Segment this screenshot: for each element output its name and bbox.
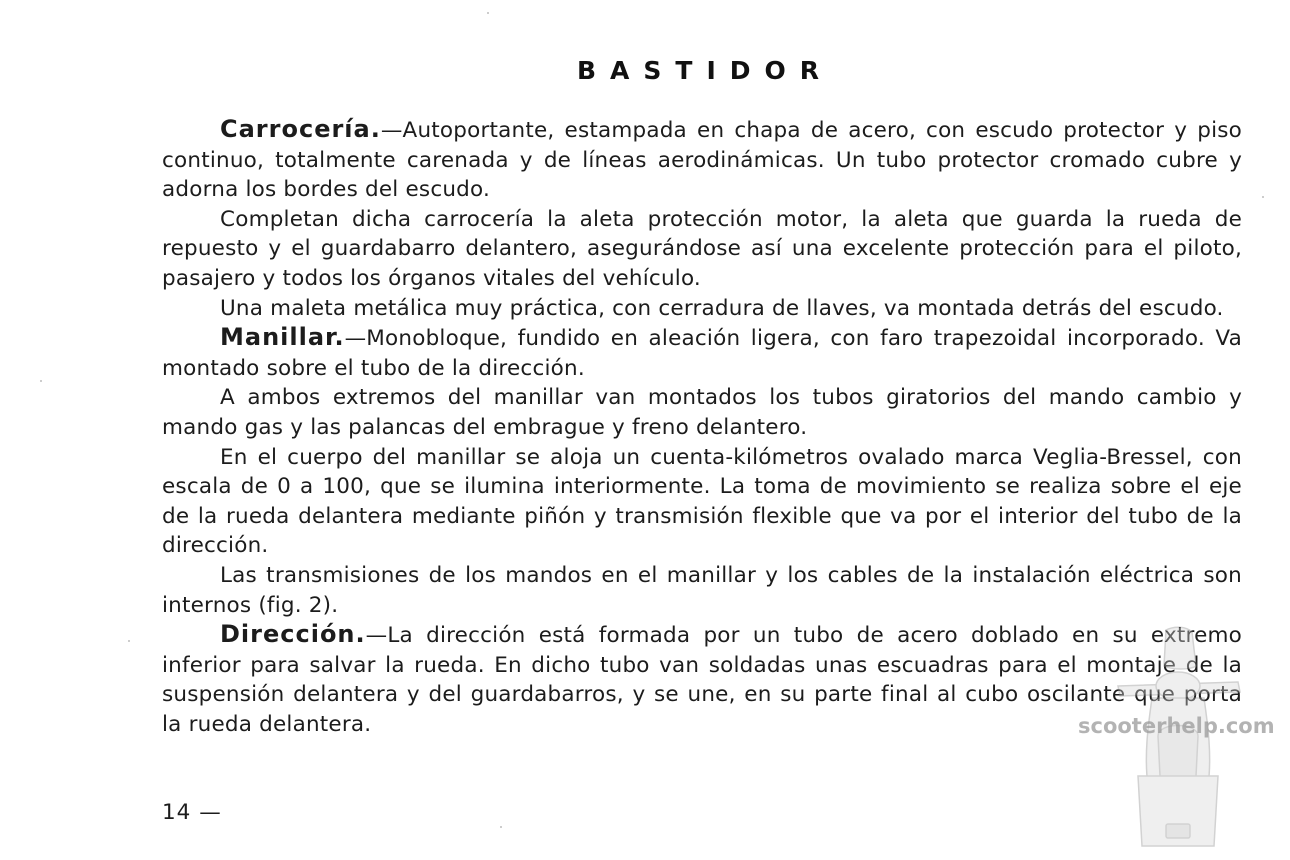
paragraph-carroceria xyxy=(162,115,1242,205)
page-number: 14 — xyxy=(162,800,222,825)
scooter-icon xyxy=(1078,626,1278,860)
paragraph-text: Las transmisiones de los mandos en el manillar y los cables de la instalación eléctrica son internos (fig. 2). xyxy=(162,562,1242,618)
scan-speck xyxy=(1262,196,1264,198)
paragraph xyxy=(162,561,1242,620)
paragraph-text: Completan dicha carrocería la aleta protección motor, la aleta que guarda la rueda de repuesto y el guardabarro delantero, asegurándose así una excelente protección para el piloto, pasajero y todos los órganos vitales del vehículo. xyxy=(162,206,1242,291)
scan-speck xyxy=(128,640,130,642)
paragraph xyxy=(162,383,1242,442)
scan-speck xyxy=(500,826,502,828)
paragraph-manillar xyxy=(162,323,1242,383)
section-heading-carroceria: Carrocería. xyxy=(220,115,381,143)
paragraph-text: —Autoportante, estampada en chapa de acero, con escudo protector y piso continuo, totalmente carenada y de líneas aerodinámicas. Un tubo protector cromado cubre y adorna los bordes del escudo. xyxy=(162,118,1242,203)
paragraph-text: A ambos extremos del manillar van montados los tubos giratorios del mando cambio y mando gas y las palancas del embrague y freno delantero. xyxy=(162,385,1242,440)
page-title: BASTIDOR xyxy=(576,56,834,85)
watermark-text: scooterhelp.com xyxy=(1078,714,1275,738)
paragraph-text: —Monobloque, fundido en aleación ligera, con faro trapezoidal incorporado. Va montado sobre el tubo de la dirección. xyxy=(162,326,1242,381)
section-heading-direccion: Dirección. xyxy=(220,620,366,649)
scan-speck xyxy=(487,12,489,14)
scan-speck xyxy=(40,380,42,382)
paragraph-text: —La dirección está formada por un tubo de acero doblado en su extremo inferior para salvar la rueda. En dicho tubo van soldadas unas escuadras para el montaje de la suspensión delantera y del guardabarros, y se une, en su parte final al cubo oscilante que porta la rueda delantera. xyxy=(162,623,1242,737)
paragraph xyxy=(162,205,1242,294)
section-heading-manillar: Manillar. xyxy=(220,323,345,352)
paragraph xyxy=(162,443,1242,561)
paragraph-text: En el cuerpo del manillar se aloja un cuenta-kilómetros ovalado marca Veglia-Bressel, con escala de 0 a 100, que se ilumina interiormente. La toma de movimiento se realiza sobre el eje de la rueda delantera mediante piñón y transmisión flexible que va por el interior del tubo de la dirección. xyxy=(162,444,1242,559)
paragraph xyxy=(162,294,1242,324)
paragraph-text: Una maleta metálica muy práctica, con cerradura de llaves, va montada detrás del escudo. xyxy=(220,295,1224,321)
